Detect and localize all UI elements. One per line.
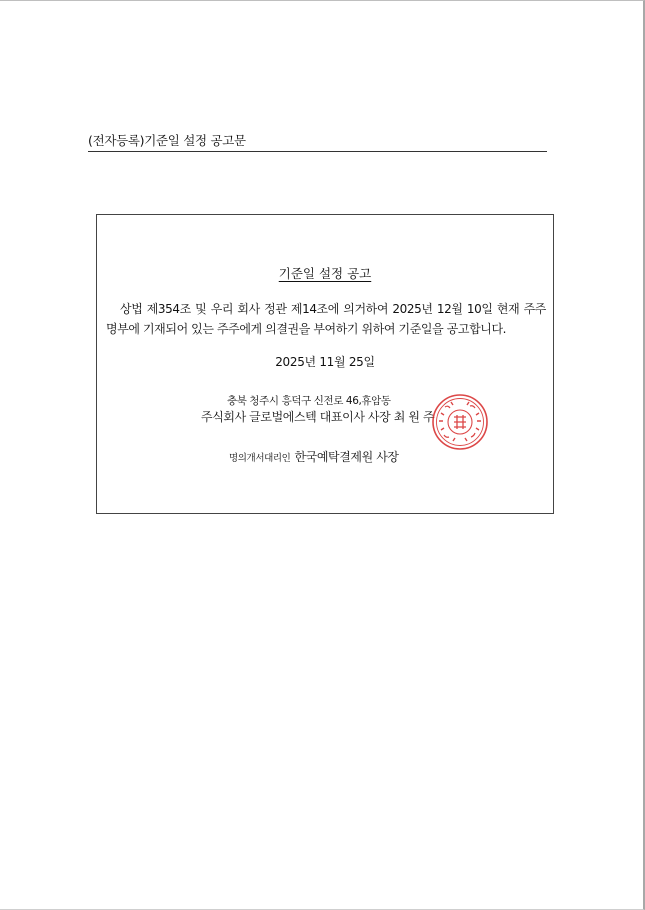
transfer-agent-line bbox=[229, 446, 399, 465]
document-header-title: (전자등록)기준일 설정 공고문 bbox=[88, 133, 246, 148]
company-address: 충북 청주시 흥덕구 신전로 46,휴암동 bbox=[227, 395, 391, 407]
transfer-agent-name: 한국예탁결제원 사장 bbox=[294, 450, 399, 464]
notice-body-line-2: 명부에 기재되어 있는 주주에게 의결권을 부여하기 위하여 기준일을 공고합니다. bbox=[106, 322, 507, 336]
notice-body bbox=[106, 299, 546, 339]
notice-body-line-1: 상법 제354조 및 우리 회사 정관 제14조에 의거하여 2025년 12월 10일 현재 주주 bbox=[120, 302, 546, 316]
notice-title bbox=[97, 264, 553, 282]
company-seal-icon bbox=[431, 393, 489, 451]
transfer-agent-label: 명의개서대리인 bbox=[229, 453, 291, 464]
notice-title-text: 기준일 설정 공고 bbox=[278, 266, 372, 281]
header-divider bbox=[88, 151, 547, 152]
company-representative-line: 주식회사 글로벌에스텍 대표이사 사장 최 원 주 bbox=[201, 410, 435, 424]
notice-date: 2025년 11월 25일 bbox=[275, 355, 375, 369]
notice-box bbox=[96, 214, 554, 514]
